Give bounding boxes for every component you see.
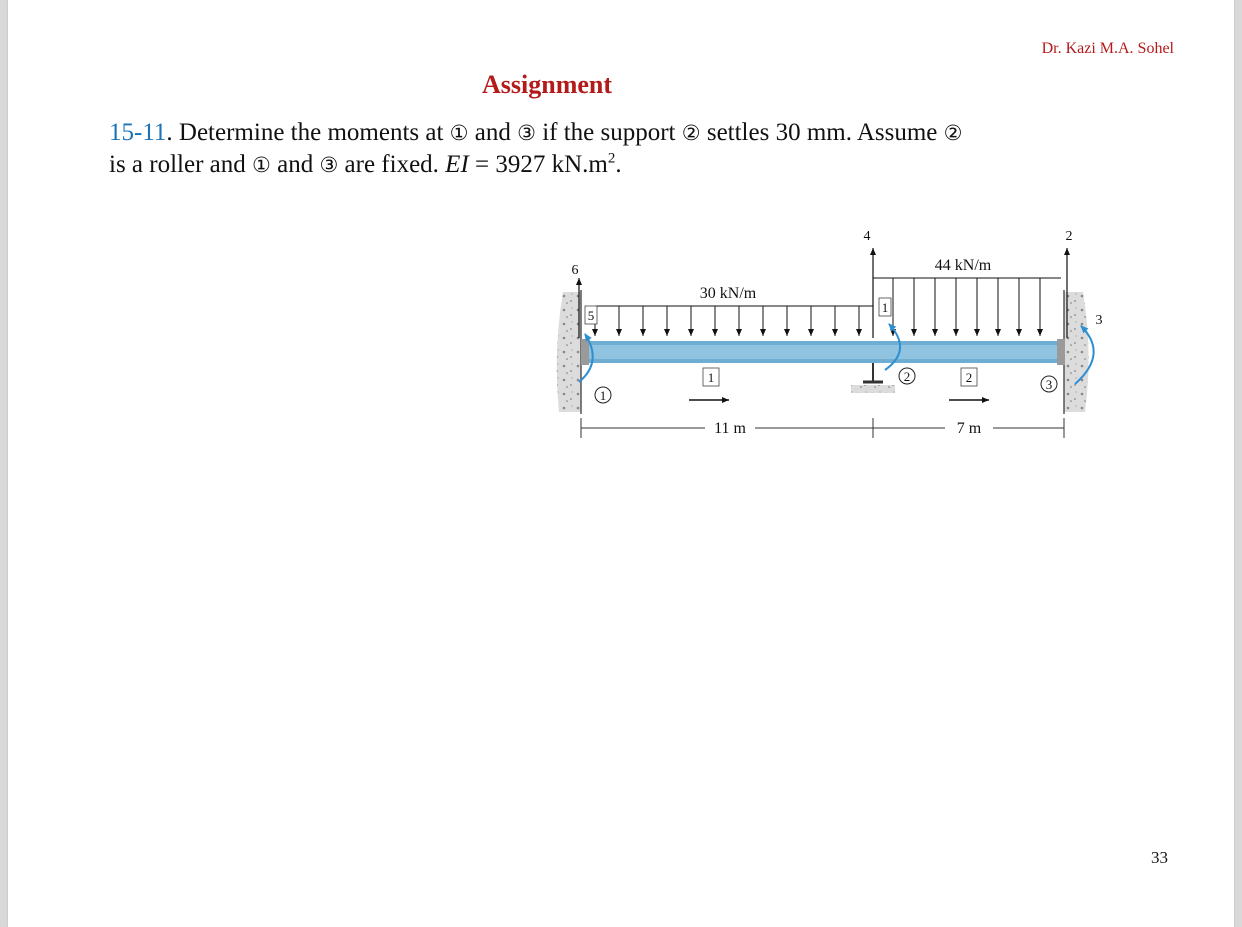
dof-arrows-vertical bbox=[579, 248, 1067, 338]
problem-text-4: is a roller and bbox=[109, 151, 253, 178]
assignment-heading: Assignment bbox=[482, 70, 613, 99]
dof-label-5: 5 bbox=[587, 308, 595, 323]
load-label-right: 44 kN/m bbox=[934, 257, 992, 274]
problem-number: 15-11 bbox=[109, 119, 167, 146]
right-distributed-load bbox=[873, 278, 1061, 336]
node-markers bbox=[595, 368, 1057, 403]
problem-text-5: are fixed. bbox=[338, 151, 446, 178]
problem-text-and-1: and bbox=[468, 119, 518, 146]
dof-label-6: 6 bbox=[571, 263, 579, 278]
node-ref-2b: ② bbox=[943, 121, 963, 145]
problem-statement bbox=[109, 117, 1109, 181]
ei-symbol: EI bbox=[445, 151, 469, 178]
span-label-right: 7 m bbox=[956, 420, 982, 437]
problem-text-and-2: and bbox=[270, 151, 320, 178]
node-ref-1: ① bbox=[449, 121, 469, 145]
node-label-1: 1 bbox=[599, 388, 607, 403]
node-label-2: 2 bbox=[903, 369, 911, 384]
ei-value: = 3927 kN.m bbox=[468, 151, 608, 178]
dof-label-1: 1 bbox=[881, 300, 889, 315]
node-label-3: 3 bbox=[1045, 377, 1053, 392]
load-label-left: 30 kN/m bbox=[699, 285, 757, 302]
node-ref-3b: ③ bbox=[319, 153, 339, 177]
dimension-line bbox=[581, 418, 1064, 438]
problem-text-1: . Determine the moments at bbox=[166, 119, 450, 146]
beam-figure bbox=[533, 222, 1113, 452]
author-name: Dr. Kazi M.A. Sohel bbox=[1041, 40, 1174, 57]
beam-diagram bbox=[533, 222, 1113, 452]
dof-label-4: 4 bbox=[863, 229, 871, 244]
node-ref-3: ③ bbox=[517, 121, 536, 145]
node-ref-1b: ① bbox=[252, 153, 271, 177]
beam bbox=[581, 339, 1065, 365]
left-fixed-support bbox=[557, 290, 581, 414]
problem-end: . bbox=[615, 151, 622, 178]
member-label-1: 1 bbox=[707, 370, 715, 385]
span-label-left: 11 m bbox=[714, 420, 746, 437]
dof-label-3: 3 bbox=[1095, 313, 1103, 328]
page-number: 33 bbox=[1151, 848, 1168, 867]
problem-text-2: if the support bbox=[535, 119, 682, 146]
ei-exponent: 2 bbox=[607, 150, 616, 167]
member-label-2: 2 bbox=[965, 370, 973, 385]
problem-text-3: settles 30 mm. Assume bbox=[700, 119, 944, 146]
dof-label-2: 2 bbox=[1065, 229, 1073, 244]
node-ref-2: ② bbox=[681, 121, 701, 145]
right-fixed-support bbox=[1064, 290, 1089, 414]
left-distributed-load bbox=[595, 306, 873, 336]
document-page bbox=[8, 0, 1234, 927]
